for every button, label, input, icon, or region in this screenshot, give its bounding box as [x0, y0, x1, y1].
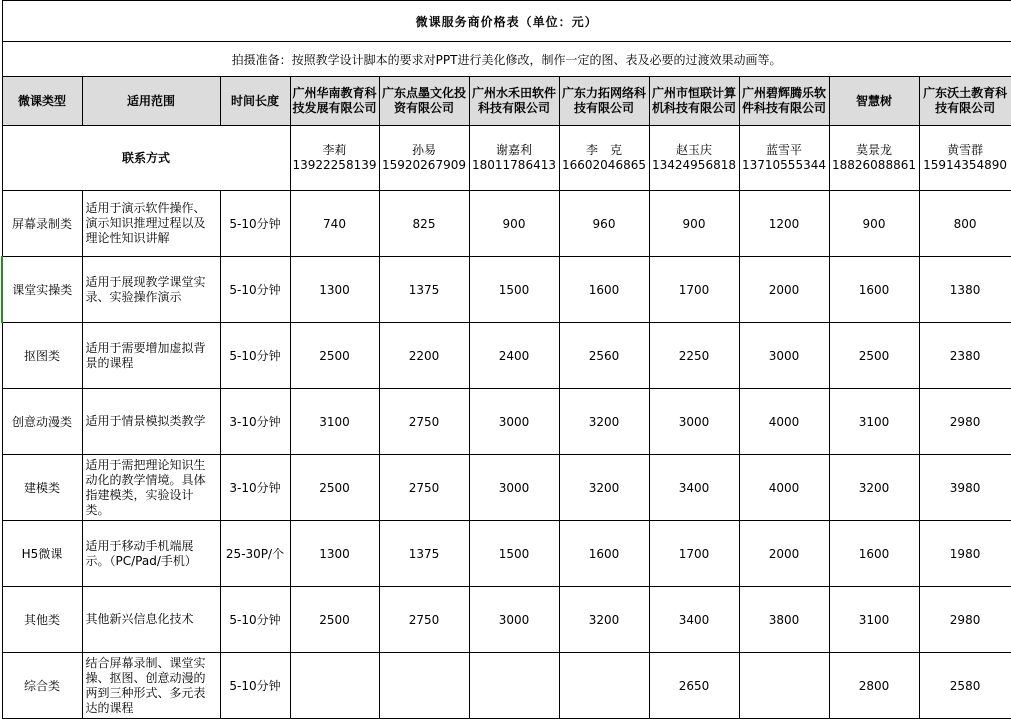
price-cell[interactable]: 4000: [739, 389, 829, 455]
price-cell[interactable]: 2750: [379, 455, 469, 521]
contact-cell[interactable]: [829, 126, 919, 191]
header-row: [2, 77, 1011, 126]
contact-cell[interactable]: [919, 126, 1011, 191]
company-name[interactable]: 广东点墨文化投资有限公司: [379, 77, 469, 126]
contact-cell[interactable]: [649, 126, 739, 191]
price-cell[interactable]: [379, 653, 469, 719]
price-cell[interactable]: 1600: [829, 257, 919, 323]
contact-cell[interactable]: [290, 126, 379, 191]
duration-cell[interactable]: 5-10分钟: [220, 323, 290, 389]
course-type-cell[interactable]: H5微课: [2, 521, 82, 587]
contact-person: 蓝雪平: [765, 143, 802, 157]
contact-phone: 15914354890: [923, 158, 1008, 172]
company-name[interactable]: 广州水禾田软件科技有限公司: [469, 77, 559, 126]
price-cell[interactable]: 1500: [469, 521, 559, 587]
price-cell[interactable]: 1300: [290, 257, 379, 323]
duration-cell[interactable]: 5-10分钟: [220, 653, 290, 719]
price-cell[interactable]: 1380: [919, 257, 1011, 323]
price-cell[interactable]: 2000: [739, 521, 829, 587]
price-cell[interactable]: 2980: [919, 587, 1011, 653]
price-cell[interactable]: 3200: [559, 587, 649, 653]
contact-cell[interactable]: [559, 126, 649, 191]
table-row: [2, 389, 1011, 455]
company-name[interactable]: 广州碧辉腾乐软件科技有限公司: [739, 77, 829, 126]
course-type-cell[interactable]: 创意动漫类: [2, 389, 82, 455]
course-type-cell[interactable]: 抠图类: [2, 323, 82, 389]
duration-cell[interactable]: 3-10分钟: [220, 389, 290, 455]
course-type-cell[interactable]: 其他类: [2, 587, 82, 653]
price-cell[interactable]: 2500: [829, 323, 919, 389]
table-row: [2, 257, 1011, 323]
contact-person: 孙易: [411, 143, 436, 157]
table-row: [2, 191, 1011, 257]
price-cell[interactable]: [469, 653, 559, 719]
contact-person: 谢嘉利: [495, 143, 532, 157]
price-cell[interactable]: [739, 653, 829, 719]
price-cell[interactable]: 1700: [649, 257, 739, 323]
price-rows: [2, 191, 1011, 719]
price-cell[interactable]: 3000: [739, 323, 829, 389]
price-cell[interactable]: 3100: [290, 389, 379, 455]
price-cell[interactable]: 3200: [559, 389, 649, 455]
contact-phone: 13922258139: [292, 158, 377, 172]
table-row: [2, 653, 1011, 719]
contact-person: 李 克: [585, 143, 622, 157]
contact-phone: 16602046865: [562, 158, 646, 172]
price-cell[interactable]: 1375: [379, 257, 469, 323]
duration-cell[interactable]: 5-10分钟: [220, 257, 290, 323]
header-duration[interactable]: 时间长度: [220, 77, 290, 126]
course-type-cell[interactable]: 屏幕录制类: [2, 191, 82, 257]
price-cell[interactable]: 1980: [919, 521, 1011, 587]
duration-cell[interactable]: 5-10分钟: [220, 191, 290, 257]
company-name[interactable]: 广东沃土教育科技有限公司: [919, 77, 1011, 126]
prep-note: 拍摄准备：按照教学设计脚本的要求对PPT进行美化修改，制作一定的图、表及必要的过渡效果动画等。: [2, 42, 1011, 77]
course-type-cell[interactable]: 课堂实操类: [2, 257, 82, 323]
price-cell[interactable]: 3800: [739, 587, 829, 653]
table-row: [2, 587, 1011, 653]
price-cell[interactable]: 2750: [379, 587, 469, 653]
scope-cell[interactable]: 适用于情景模拟类教学: [82, 389, 220, 455]
price-cell[interactable]: 1300: [290, 521, 379, 587]
price-cell[interactable]: 2500: [290, 323, 379, 389]
course-type-cell[interactable]: 建模类: [2, 455, 82, 521]
price-cell[interactable]: 1600: [829, 521, 919, 587]
price-cell[interactable]: 3000: [469, 389, 559, 455]
price-cell[interactable]: 4000: [739, 455, 829, 521]
scope-cell[interactable]: 适用于需要增加虚拟背景的课程: [82, 323, 220, 389]
company-name[interactable]: 广东力拓网络科技有限公司: [559, 77, 649, 126]
price-cell[interactable]: 740: [290, 191, 379, 257]
header-type[interactable]: 微课类型: [2, 77, 82, 126]
company-name[interactable]: 广州华南教育科技发展有限公司: [290, 77, 379, 126]
price-cell[interactable]: [290, 653, 379, 719]
contact-person: 莫景龙: [855, 143, 892, 157]
contact-cell[interactable]: [739, 126, 829, 191]
contact-phone: 18826088861: [832, 158, 916, 172]
price-cell[interactable]: 3200: [829, 455, 919, 521]
price-cell[interactable]: [559, 653, 649, 719]
scope-cell[interactable]: 其他新兴信息化技术: [82, 587, 220, 653]
price-table: [1, 0, 1011, 719]
table-row: [2, 323, 1011, 389]
price-cell[interactable]: 2980: [919, 389, 1011, 455]
price-cell[interactable]: 2250: [649, 323, 739, 389]
scope-cell[interactable]: 适用于移动手机端展示。（PC/Pad/手机）: [82, 521, 220, 587]
company-name[interactable]: 智慧树: [829, 77, 919, 126]
contact-phone: 15920267909: [382, 158, 466, 172]
price-cell[interactable]: 3000: [469, 455, 559, 521]
price-cell[interactable]: 2650: [649, 653, 739, 719]
price-cell[interactable]: 3200: [559, 455, 649, 521]
price-cell[interactable]: 900: [829, 191, 919, 257]
price-cell[interactable]: 1375: [379, 521, 469, 587]
header-scope[interactable]: 适用范围: [82, 77, 220, 126]
contact-row: [2, 126, 1011, 191]
contact-cell[interactable]: [379, 126, 469, 191]
contact-person: 李莉: [322, 143, 347, 157]
price-cell[interactable]: 1600: [559, 257, 649, 323]
contact-label[interactable]: 联系方式: [2, 126, 290, 191]
price-cell[interactable]: 1600: [559, 521, 649, 587]
price-cell[interactable]: 2580: [919, 653, 1011, 719]
price-cell[interactable]: 2560: [559, 323, 649, 389]
price-cell[interactable]: 800: [919, 191, 1011, 257]
sheet-title: 微课服务商价格表（单位：元）: [2, 1, 1011, 42]
price-cell[interactable]: 2380: [919, 323, 1011, 389]
duration-cell[interactable]: 5-10分钟: [220, 587, 290, 653]
price-cell[interactable]: 900: [649, 191, 739, 257]
company-name[interactable]: 广州市恒联计算机科技有限公司: [649, 77, 739, 126]
contact-phone: 13424956818: [652, 158, 736, 172]
price-cell[interactable]: 900: [469, 191, 559, 257]
price-cell[interactable]: 3000: [469, 587, 559, 653]
price-cell[interactable]: 3100: [829, 389, 919, 455]
price-cell[interactable]: 960: [559, 191, 649, 257]
contact-phone: 13710555344: [742, 158, 826, 172]
price-cell[interactable]: 2800: [829, 653, 919, 719]
contact-phone: 18011786413: [472, 158, 556, 172]
scope-cell[interactable]: 适用于演示软件操作、演示知识推理过程以及理论性知识讲解: [82, 191, 220, 257]
price-cell[interactable]: 2750: [379, 389, 469, 455]
scope-cell[interactable]: 结合屏幕录制、课堂实操、抠图、创意动漫的两到三种形式、多元表达的课程: [82, 653, 220, 719]
price-cell[interactable]: 2000: [739, 257, 829, 323]
price-cell[interactable]: 1200: [739, 191, 829, 257]
price-cell[interactable]: 825: [379, 191, 469, 257]
table-row: [2, 521, 1011, 587]
price-cell[interactable]: 1500: [469, 257, 559, 323]
price-cell[interactable]: 3400: [649, 587, 739, 653]
table-row: [2, 455, 1011, 521]
price-cell[interactable]: 2200: [379, 323, 469, 389]
price-cell[interactable]: 2500: [290, 587, 379, 653]
contact-person: 赵玉庆: [675, 143, 712, 157]
duration-cell[interactable]: 25-30P/个: [220, 521, 290, 587]
scope-cell[interactable]: 适用于需把理论知识生动化的教学情境。具体指建模类，实验设计类。: [82, 455, 220, 521]
price-cell[interactable]: 3980: [919, 455, 1011, 521]
price-cell[interactable]: 2400: [469, 323, 559, 389]
price-cell[interactable]: 1700: [649, 521, 739, 587]
contact-cell[interactable]: [469, 126, 559, 191]
scope-cell[interactable]: 适用于展现教学课堂实录、实验操作演示: [82, 257, 220, 323]
duration-cell[interactable]: 3-10分钟: [220, 455, 290, 521]
price-cell[interactable]: 3100: [829, 587, 919, 653]
course-type-cell[interactable]: 综合类: [2, 653, 82, 719]
price-cell[interactable]: 2500: [290, 455, 379, 521]
price-cell[interactable]: 3000: [649, 389, 739, 455]
price-cell[interactable]: 3400: [649, 455, 739, 521]
contact-person: 黄雪群: [947, 143, 984, 157]
